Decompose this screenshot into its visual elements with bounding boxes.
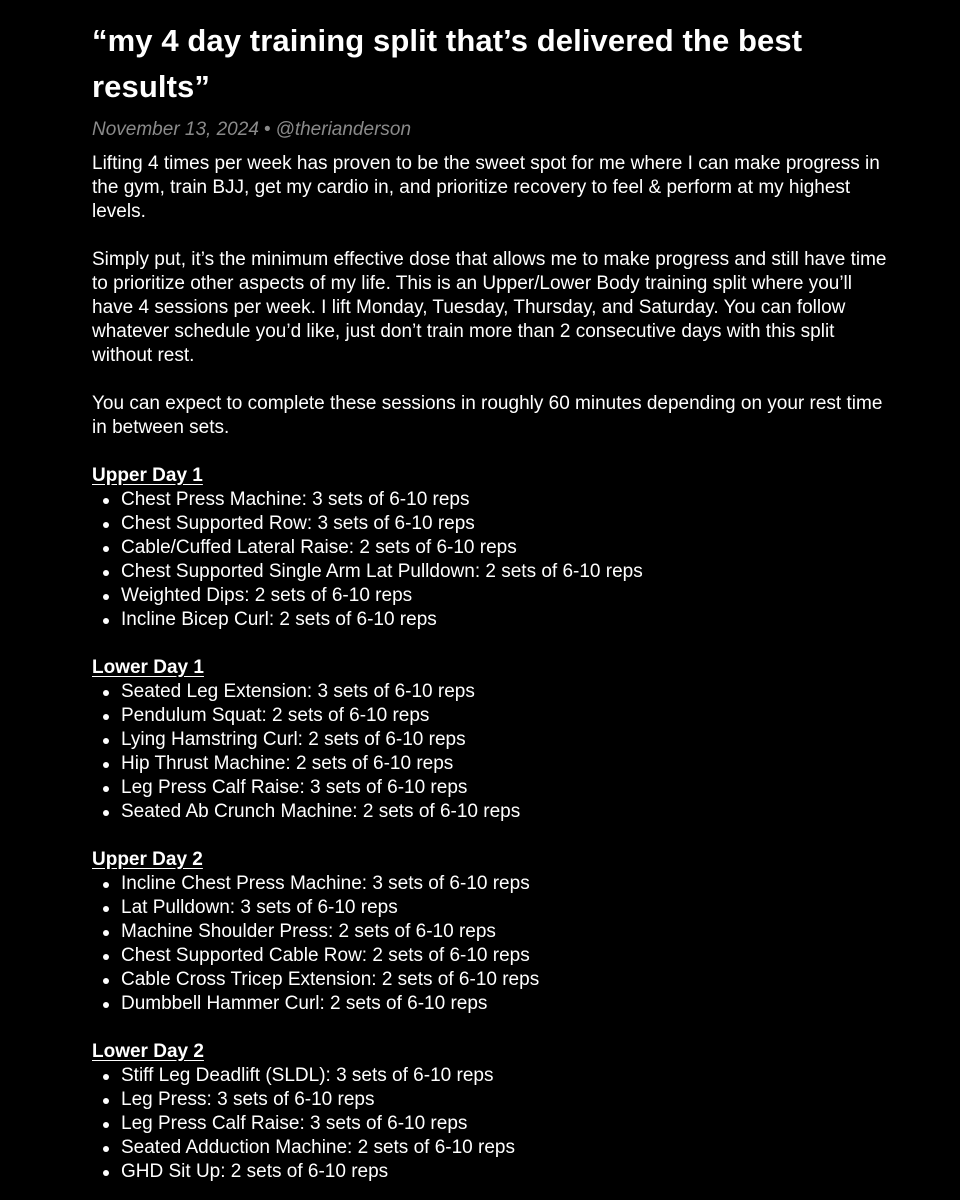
exercise-item: Seated Adduction Machine: 2 sets of 6-10 reps xyxy=(92,1136,892,1160)
workout-upper-day-1 xyxy=(92,464,892,632)
exercise-item: Machine Shoulder Press: 2 sets of 6-10 reps xyxy=(92,920,892,944)
exercise-item: Lat Pulldown: 3 sets of 6-10 reps xyxy=(92,896,892,920)
exercise-item: Weighted Dips: 2 sets of 6-10 reps xyxy=(92,584,892,608)
duration-paragraph: You can expect to complete these sessions in roughly 60 minutes depending on your rest time in between sets. xyxy=(92,393,883,438)
exercise-list xyxy=(92,1064,892,1184)
workout-lower-day-1 xyxy=(92,656,892,824)
workout-heading: Upper Day 2 xyxy=(92,849,203,870)
exercise-item: Chest Supported Cable Row: 2 sets of 6-10 reps xyxy=(92,944,892,968)
exercise-item: Leg Press: 3 sets of 6-10 reps xyxy=(92,1088,892,1112)
workout-heading: Lower Day 2 xyxy=(92,1041,204,1062)
post-date: November 13, 2024 xyxy=(92,119,259,140)
workout-upper-day-2 xyxy=(92,848,892,1016)
post-meta xyxy=(92,118,892,142)
exercise-list xyxy=(92,872,892,1016)
meta-separator: • xyxy=(263,119,271,140)
exercise-item: Stiff Leg Deadlift (SLDL): 3 sets of 6-10 reps xyxy=(92,1064,892,1088)
exercise-item: Incline Bicep Curl: 2 sets of 6-10 reps xyxy=(92,608,892,632)
exercise-item: Chest Supported Single Arm Lat Pulldown: 2 sets of 6-10 reps xyxy=(92,560,892,584)
exercise-item: Cable Cross Tricep Extension: 2 sets of 6-10 reps xyxy=(92,968,892,992)
workout-heading: Upper Day 1 xyxy=(92,465,203,486)
exercise-item: Leg Press Calf Raise: 3 sets of 6-10 reps xyxy=(92,776,892,800)
workout-lower-day-2 xyxy=(92,1040,892,1184)
exercise-item: Dumbbell Hammer Curl: 2 sets of 6-10 reps xyxy=(92,992,892,1016)
workout-heading: Lower Day 1 xyxy=(92,657,204,678)
intro-paragraph: Lifting 4 times per week has proven to be the sweet spot for me where I can make progress in the gym, train BJJ, get my cardio in, and prioritize recovery to feel & perform at my highest levels. xyxy=(92,153,880,222)
rationale-paragraph: Simply put, it’s the minimum effective dose that allows me to make progress and still have time to prioritize other aspects of my life. This is an Upper/Lower Body training split where you’ll have 4 sessions per week. I lift Monday, Tuesday, Thursday, and Saturday. You can follow whatever schedule you’d like, just don’t train more than 2 consecutive days with this split without rest. xyxy=(92,249,887,366)
exercise-item: Chest Press Machine: 3 sets of 6-10 reps xyxy=(92,488,892,512)
exercise-list xyxy=(92,488,892,632)
exercise-item: Seated Leg Extension: 3 sets of 6-10 reps xyxy=(92,680,892,704)
post-author: @therianderson xyxy=(275,119,412,140)
post-title: “my 4 day training split that’s delivered the best results” xyxy=(92,23,803,104)
post-container xyxy=(92,18,892,1184)
exercise-list xyxy=(92,680,892,824)
exercise-item: Pendulum Squat: 2 sets of 6-10 reps xyxy=(92,704,892,728)
exercise-item: Seated Ab Crunch Machine: 2 sets of 6-10 reps xyxy=(92,800,892,824)
exercise-item: Incline Chest Press Machine: 3 sets of 6-10 reps xyxy=(92,872,892,896)
exercise-item: GHD Sit Up: 2 sets of 6-10 reps xyxy=(92,1160,892,1184)
exercise-item: Hip Thrust Machine: 2 sets of 6-10 reps xyxy=(92,752,892,776)
exercise-item: Lying Hamstring Curl: 2 sets of 6-10 reps xyxy=(92,728,892,752)
exercise-item: Leg Press Calf Raise: 3 sets of 6-10 reps xyxy=(92,1112,892,1136)
exercise-item: Cable/Cuffed Lateral Raise: 2 sets of 6-10 reps xyxy=(92,536,892,560)
exercise-item: Chest Supported Row: 3 sets of 6-10 reps xyxy=(92,512,892,536)
